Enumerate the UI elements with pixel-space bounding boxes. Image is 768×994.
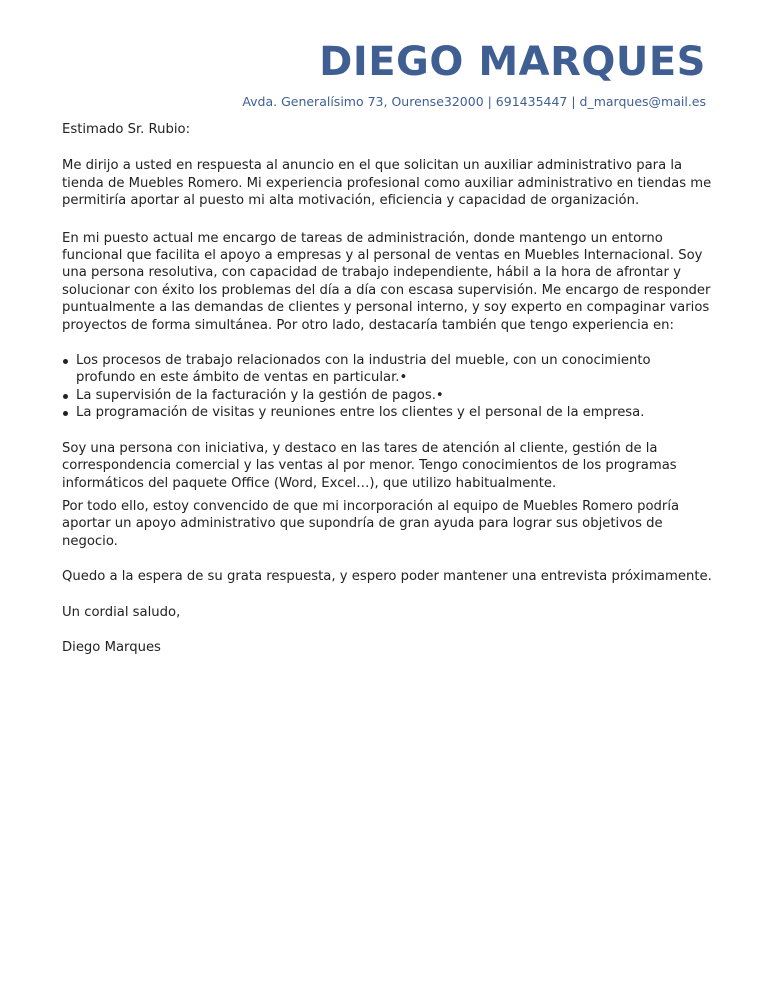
salutation: Estimado Sr. Rubio: [62,122,191,137]
bullet-icon [63,394,68,399]
list-item-text: La programación de visitas y reuniones entre los clientes y el personal de la empresa. [76,405,645,421]
sender-name: DIEGO MARQUES [319,39,706,85]
list-item [62,404,712,421]
sender-contact-info: Avda. Generalísimo 73, Ourense32000 | 691435447 | d_marques@mail.es [242,94,706,109]
paragraph-contribution: Por todo ello, estoy convencido de que mi incorporación al equipo de Muebles Romero podría aportar un apoyo administrativo que supondría de gran ayuda para lograr sus objetivos de negocio. [62,498,680,549]
bullet-icon [63,359,68,364]
list-item-text: La supervisión de la facturación y la gestión de pagos.• [76,387,444,403]
paragraph-intro: Me dirijo a usted en respuesta al anuncio en el que solicitan un auxiliar administrativo para la tienda de Muebles Romero. Mi experiencia profesional como auxiliar administrativo en tiendas me permitiría aportar al puesto mi alta motivación, eficiencia y capacidad de organización. [62,158,712,209]
list-item-text: Los procesos de trabajo relacionados con la industria del mueble, con un conocimiento profundo en este ámbito de ventas en particular.• [76,353,651,386]
closing-line: Un cordial saludo, [62,604,181,620]
letter-header [242,38,706,110]
signature-name: Diego Marques [62,639,161,655]
list-item [62,352,712,387]
list-item [62,387,712,404]
paragraph-current-job: En mi puesto actual me encargo de tareas de administración, donde mantengo un entorno funcional que facilita el apoyo a empresas y al personal de ventas en Muebles Internacional. Soy una persona resolutiva, con capacidad de trabajo independiente, hábil a la hora de afrontar y solucionar con éxito los problemas del día a día con escasa supervisión. Me encargo de responder puntualmente a las demandas de clientes y personal interno, y soy experto en compaginar varios proyectos de forma simultánea. Por otro lado, destacaría también que tengo experiencia en: [62,230,711,333]
paragraph-initiative: Soy una persona con iniciativa, y destaco en las tares de atención al cliente, gestión de la correspondencia comercial y las ventas al por menor. Tengo conocimientos de los programas informáticos del paquete Office (Word, Excel…), que utilizo habitualmente. [62,440,677,491]
letter-body [62,121,712,656]
bullet-icon [63,411,68,416]
paragraph-waiting: Quedo a la espera de su grata respuesta, y espero poder mantener una entrevista próximamente. [62,569,712,585]
experience-list [62,352,712,422]
